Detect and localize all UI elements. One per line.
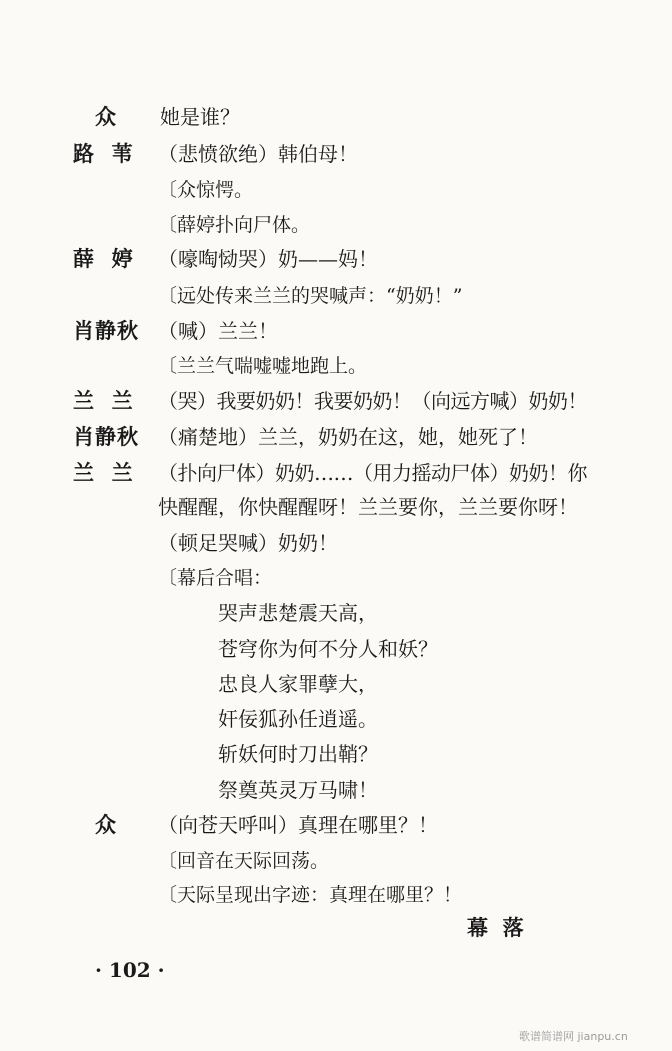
song-verse: 忠良人家罪孽大， [218, 672, 378, 696]
dialogue-continuation: （顿足哭喊）奶奶！ [158, 531, 338, 555]
stage-direction: 〔回音在天际回荡。 [158, 850, 330, 872]
stage-direction: 〔天际呈现出字迹：真理在哪里？！ [158, 884, 463, 906]
dialogue-line: （嚎啕恸哭）奶——妈！ [158, 247, 378, 271]
watermark: 歌谱简谱网 jianpu.cn [519, 1030, 628, 1043]
song-verse: 苍穹你为何不分人和妖？ [218, 637, 438, 661]
stage-direction: 〔远处传来兰兰的哭喊声：“奶奶！” [158, 285, 463, 307]
song-verse: 奸佞狐孙任逍遥。 [218, 707, 378, 731]
stage-direction: 〔幕后合唱： [158, 567, 273, 589]
stage-direction: 〔薛婷扑向尸体。 [158, 214, 311, 236]
dialogue-line: （向苍天呼叫）真理在哪里？！ [158, 813, 438, 837]
speaker-label: 兰 兰 [73, 460, 134, 485]
stage-direction: 〔众惊愕。 [158, 179, 254, 201]
speaker-label: 薛 婷 [73, 246, 134, 271]
curtain-falls: 幕 落 [467, 915, 524, 940]
dialogue-line: （悲愤欲绝）韩伯母！ [158, 142, 358, 166]
song-verse: 祭奠英灵万马啸！ [218, 778, 378, 802]
speaker-label: 路 苇 [73, 141, 134, 166]
song-verse: 哭声悲楚震天高， [218, 601, 378, 625]
dialogue-line: （扑向尸体）奶奶……（用力摇动尸体）奶奶！你 [158, 461, 587, 485]
dialogue-line: （喊）兰兰！ [158, 319, 278, 343]
dialogue-line: （哭）我要奶奶！我要奶奶！（向远方喊）奶奶！ [158, 389, 587, 413]
speaker-label: 众 [95, 812, 117, 837]
stage-direction: 〔兰兰气喘嘘嘘地跑上。 [158, 355, 368, 377]
dialogue-continuation: 快醒醒，你快醒醒呀！兰兰要你，兰兰要你呀！ [158, 495, 578, 519]
speaker-label: 肖静秋 [73, 318, 139, 343]
song-verse: 斩妖何时刀出鞘？ [218, 742, 378, 766]
speaker-label: 肖静秋 [73, 424, 139, 449]
page-number: · 102 · [95, 958, 165, 982]
dialogue-line: （痛楚地）兰兰，奶奶在这，她，她死了！ [158, 425, 538, 449]
speaker-label: 众 [95, 104, 117, 129]
speaker-label: 兰 兰 [73, 388, 134, 413]
dialogue-line: 她是谁？ [160, 105, 240, 129]
